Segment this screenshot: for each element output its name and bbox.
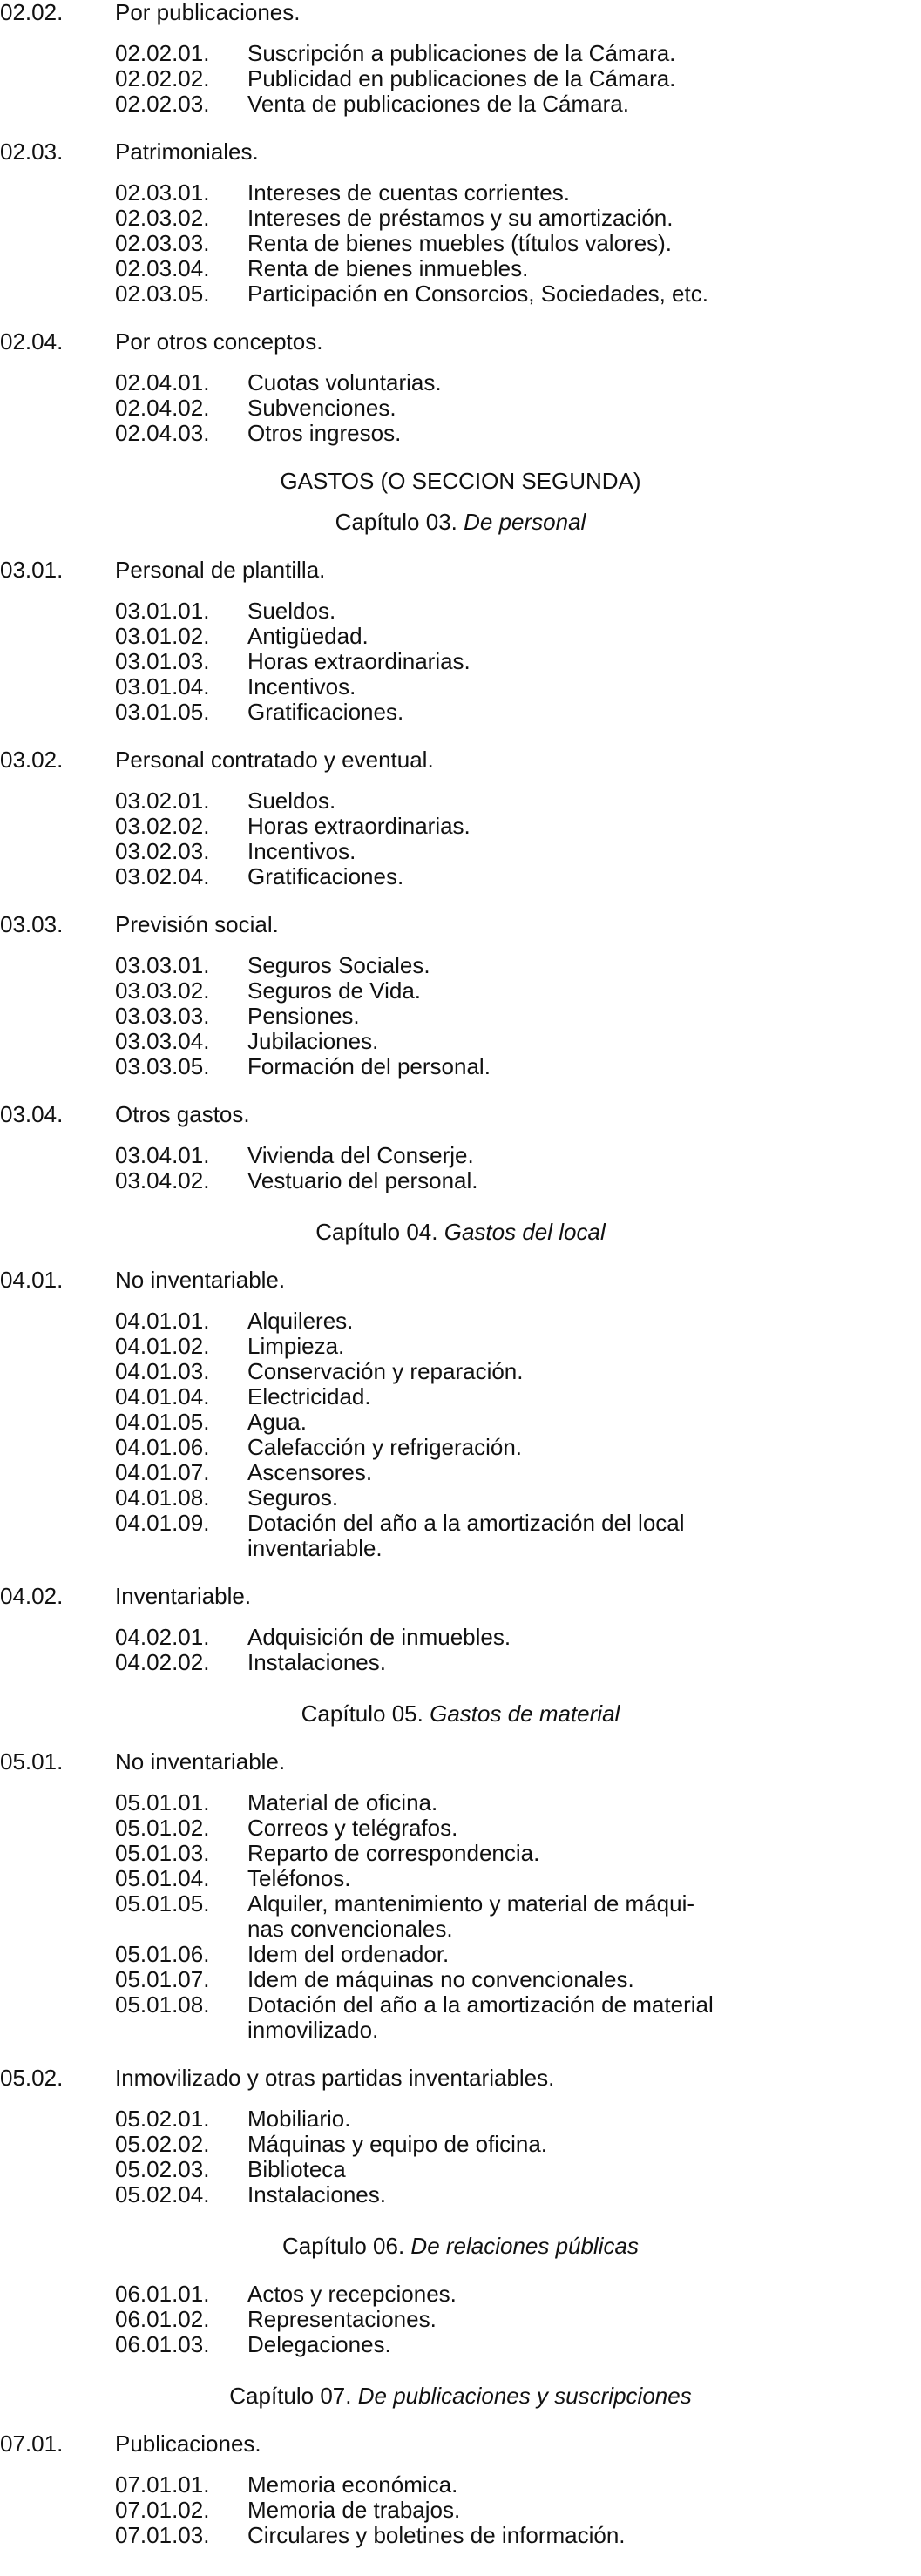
item-code: 03.01.02.	[115, 623, 210, 649]
item-label: Actos y recepciones.	[247, 2281, 457, 2307]
subsection-item	[0, 1384, 921, 1410]
item-label: Intereses de cuentas corrientes.	[247, 179, 570, 206]
item-label: Antigüedad.	[247, 623, 369, 649]
item-label: Subvenciones.	[247, 395, 396, 421]
subsection-item	[0, 180, 921, 206]
chapter-prefix: Capítulo 04.	[315, 1219, 438, 1245]
item-code: 04.01.06.	[115, 1434, 210, 1460]
item-code: 05.01.05.	[115, 1890, 210, 1917]
item-label: Sueldos.	[247, 598, 336, 624]
item-code: 02.03.05.	[115, 281, 210, 307]
subsection-item	[0, 396, 921, 421]
item-continuation	[0, 1917, 921, 1942]
item-label: Jubilaciones.	[247, 1028, 379, 1054]
item-code: 03.02.04.	[115, 863, 210, 889]
subsection-item	[0, 206, 921, 231]
section-label: No inventariable.	[115, 1748, 286, 1775]
section-code: 04.01.	[0, 1267, 64, 1293]
item-code: 03.04.02.	[115, 1167, 210, 1193]
chapter-prefix: Capítulo 03.	[335, 509, 457, 535]
subsection-item	[0, 864, 921, 889]
section-code: 02.04.	[0, 328, 64, 355]
chapter-name: De relaciones públicas	[410, 2233, 640, 2259]
item-code: 03.02.02.	[115, 813, 210, 839]
chapter-name: De publicaciones y suscripciones	[357, 2383, 692, 2409]
item-label: Limpieza.	[247, 1333, 345, 1359]
item-label: Alquileres.	[247, 1308, 354, 1334]
item-label: Teléfonos.	[247, 1865, 351, 1891]
section-label: Personal contratado y eventual.	[115, 747, 434, 773]
section-heading	[0, 747, 921, 773]
section-code: 05.01.	[0, 1748, 64, 1775]
item-label: Formación del personal.	[247, 1053, 491, 1079]
chapter-title	[0, 1701, 921, 1727]
subsection-item	[0, 421, 921, 446]
chapter-prefix: Capítulo 07.	[229, 2383, 352, 2409]
item-code: 02.03.04.	[115, 255, 210, 281]
item-label: Calefacción y refrigeración.	[247, 1434, 523, 1460]
item-label: Horas extraordinarias.	[247, 813, 471, 839]
subsection-item	[0, 1168, 921, 1193]
subsection-item	[0, 1004, 921, 1029]
item-code: 03.03.04.	[115, 1028, 210, 1054]
chapter-name: Gastos de material	[430, 1700, 620, 1727]
subsection-item	[0, 1334, 921, 1359]
item-code: 04.01.04.	[115, 1383, 210, 1410]
subsection-item	[0, 2182, 921, 2208]
item-code: 02.04.03.	[115, 420, 210, 446]
item-label: Máquinas y equipo de oficina.	[247, 2131, 548, 2157]
item-code: 03.03.05.	[115, 1053, 210, 1079]
chapter-title	[0, 510, 921, 535]
item-code: 03.03.01.	[115, 952, 210, 978]
item-code: 06.01.02.	[115, 2306, 210, 2332]
subsection-item	[0, 370, 921, 396]
subsection-item	[0, 256, 921, 281]
item-label: Circulares y boletines de información.	[247, 2522, 626, 2548]
subsection-item	[0, 1435, 921, 1460]
subsection-item	[0, 839, 921, 864]
section-label: Publicaciones.	[115, 2431, 261, 2457]
section-code: 02.03.	[0, 139, 64, 165]
item-label: Seguros de Vida.	[247, 977, 421, 1004]
subsection-item	[0, 1815, 921, 1841]
item-label: Incentivos.	[247, 673, 356, 700]
subsection-item	[0, 1308, 921, 1334]
section-heading	[0, 1749, 921, 1775]
subsection-item	[0, 2282, 921, 2307]
item-code: 04.01.05.	[115, 1409, 210, 1435]
item-continuation	[0, 2018, 921, 2043]
subsection-item	[0, 1625, 921, 1650]
item-code: 05.02.04.	[115, 2181, 210, 2208]
item-code: 07.01.02.	[115, 2497, 210, 2523]
subsection-item	[0, 1029, 921, 1054]
item-label: Dotación del año a la amortización del local	[247, 1510, 685, 1536]
section-heading	[0, 558, 921, 583]
subsection-item	[0, 788, 921, 814]
item-code: 03.02.01.	[115, 788, 210, 814]
item-label: Vivienda del Conserje.	[247, 1142, 474, 1168]
item-label: Ascensores.	[247, 1459, 373, 1485]
item-label-continued: inventariable.	[247, 1535, 383, 1561]
item-label: Reparto de correspondencia.	[247, 1840, 540, 1866]
section-heading	[0, 2066, 921, 2091]
subsection-item	[0, 700, 921, 725]
subsection-item	[0, 1790, 921, 1815]
chapter-title	[0, 2383, 921, 2409]
item-label: Adquisición de inmuebles.	[247, 1624, 511, 1650]
item-label: Representaciones.	[247, 2306, 437, 2332]
item-code: 03.03.02.	[115, 977, 210, 1004]
item-code: 02.03.03.	[115, 230, 210, 256]
subsection-item	[0, 41, 921, 66]
section-label: Inmovilizado y otras partidas inventariables.	[115, 2065, 555, 2091]
item-code: 03.01.05.	[115, 699, 210, 725]
item-code: 03.02.03.	[115, 838, 210, 864]
section-heading	[0, 139, 921, 165]
item-code: 05.02.02.	[115, 2131, 210, 2157]
subsection-item	[0, 2132, 921, 2157]
item-code: 04.02.02.	[115, 1649, 210, 1675]
subsection-item	[0, 2307, 921, 2332]
item-code: 02.04.02.	[115, 395, 210, 421]
section-code: 03.03.	[0, 911, 64, 937]
item-code: 02.02.01.	[115, 40, 210, 66]
subsection-item	[0, 1992, 921, 2018]
item-label: Renta de bienes muebles (títulos valores).	[247, 230, 673, 256]
item-label: Correos y telégrafos.	[247, 1815, 458, 1841]
item-label: Seguros.	[247, 1484, 339, 1511]
item-code: 05.01.03.	[115, 1840, 210, 1866]
item-continuation	[0, 1536, 921, 1561]
item-code: 05.01.06.	[115, 1941, 210, 1967]
section-code: 04.02.	[0, 1583, 64, 1609]
section-label: Personal de plantilla.	[115, 557, 326, 583]
item-code: 04.01.01.	[115, 1308, 210, 1334]
chapter-prefix: Capítulo 05.	[301, 1700, 423, 1727]
subsection-item	[0, 231, 921, 256]
chapter-prefix: Capítulo 06.	[281, 2233, 405, 2259]
subsection-item	[0, 1359, 921, 1384]
item-code: 02.03.02.	[115, 205, 210, 231]
subsection-item	[0, 1054, 921, 1079]
item-label-continued: nas convencionales.	[247, 1916, 453, 1942]
item-label: Otros ingresos.	[247, 420, 402, 446]
section-label: Otros gastos.	[115, 1101, 250, 1127]
item-code: 04.01.09.	[115, 1510, 210, 1536]
item-label: Venta de publicaciones de la Cámara.	[247, 91, 629, 117]
subsection-item	[0, 66, 921, 91]
item-label: Biblioteca	[247, 2156, 346, 2182]
item-code: 04.01.03.	[115, 1358, 210, 1384]
item-label: Vestuario del personal.	[247, 1167, 478, 1193]
subsection-item	[0, 91, 921, 117]
item-label: Suscripción a publicaciones de la Cámara.	[247, 40, 676, 66]
subsection-item	[0, 2332, 921, 2357]
subsection-item	[0, 598, 921, 624]
item-code: 05.01.07.	[115, 1966, 210, 1992]
subsection-item	[0, 2106, 921, 2132]
item-code: 07.01.01.	[115, 2471, 210, 2498]
section-label: Por otros conceptos.	[115, 328, 323, 355]
section-title	[0, 469, 921, 494]
item-code: 03.01.03.	[115, 648, 210, 674]
section-code: 03.04.	[0, 1101, 64, 1127]
section-code: 02.02.	[0, 0, 64, 25]
item-label: Seguros Sociales.	[247, 952, 430, 978]
chapter-title	[0, 1220, 921, 1245]
item-code: 03.03.03.	[115, 1003, 210, 1029]
section-code: 03.01.	[0, 557, 64, 583]
item-code: 04.01.08.	[115, 1484, 210, 1511]
item-label: Mobiliario.	[247, 2106, 351, 2132]
item-code: 02.03.01.	[115, 179, 210, 206]
section-title-text: GASTOS (O SECCION SEGUNDA)	[280, 468, 641, 494]
subsection-item	[0, 674, 921, 700]
item-label: Pensiones.	[247, 1003, 360, 1029]
subsection-item	[0, 1841, 921, 1866]
section-label: Por publicaciones.	[115, 0, 301, 25]
section-label: Previsión social.	[115, 911, 279, 937]
item-label: Memoria económica.	[247, 2471, 458, 2498]
item-label: Conservación y reparación.	[247, 1358, 524, 1384]
item-label-continued: inmovilizado.	[247, 2017, 379, 2043]
item-label: Material de oficina.	[247, 1789, 438, 1815]
item-code: 06.01.01.	[115, 2281, 210, 2307]
item-label: Cuotas voluntarias.	[247, 369, 442, 396]
section-heading	[0, 329, 921, 355]
subsection-item	[0, 1460, 921, 1485]
subsection-item	[0, 814, 921, 839]
subsection-item	[0, 1650, 921, 1675]
item-code: 05.02.03.	[115, 2156, 210, 2182]
subsection-item	[0, 1511, 921, 1536]
subsection-item	[0, 2523, 921, 2548]
item-label: Electricidad.	[247, 1383, 371, 1410]
section-heading	[0, 1268, 921, 1293]
item-code: 03.04.01.	[115, 1142, 210, 1168]
subsection-item	[0, 1967, 921, 1992]
item-code: 05.01.08.	[115, 1991, 210, 2018]
item-code: 03.01.04.	[115, 673, 210, 700]
item-label: Gratificaciones.	[247, 863, 404, 889]
item-label: Sueldos.	[247, 788, 336, 814]
item-label: Publicidad en publicaciones de la Cámara.	[247, 65, 676, 91]
subsection-item	[0, 624, 921, 649]
item-label: Dotación del año a la amortización de material	[247, 1991, 714, 2018]
item-code: 04.02.01.	[115, 1624, 210, 1650]
item-label: Idem de máquinas no convencionales.	[247, 1966, 634, 1992]
section-heading	[0, 0, 921, 25]
subsection-item	[0, 1942, 921, 1967]
subsection-item	[0, 953, 921, 978]
section-code: 03.02.	[0, 747, 64, 773]
subsection-item	[0, 2157, 921, 2182]
item-label: Horas extraordinarias.	[247, 648, 471, 674]
item-code: 05.01.04.	[115, 1865, 210, 1891]
item-label: Renta de bienes inmuebles.	[247, 255, 529, 281]
item-label: Instalaciones.	[247, 1649, 386, 1675]
item-label: Memoria de trabajos.	[247, 2497, 461, 2523]
subsection-item	[0, 649, 921, 674]
item-code: 03.01.01.	[115, 598, 210, 624]
subsection-item	[0, 1485, 921, 1511]
subsection-item	[0, 2498, 921, 2523]
subsection-item	[0, 2472, 921, 2498]
subsection-item	[0, 1410, 921, 1435]
chapter-name: De personal	[464, 509, 586, 535]
item-label: Agua.	[247, 1409, 307, 1435]
subsection-item	[0, 281, 921, 307]
section-heading	[0, 1102, 921, 1127]
item-code: 04.01.07.	[115, 1459, 210, 1485]
subsection-item	[0, 978, 921, 1004]
section-code: 05.02.	[0, 2065, 64, 2091]
section-heading	[0, 1584, 921, 1609]
item-code: 02.02.03.	[115, 91, 210, 117]
item-code: 05.01.02.	[115, 1815, 210, 1841]
chapter-name: Gastos del local	[444, 1219, 606, 1245]
item-label: Gratificaciones.	[247, 699, 404, 725]
item-code: 05.01.01.	[115, 1789, 210, 1815]
item-code: 05.02.01.	[115, 2106, 210, 2132]
section-code: 07.01.	[0, 2431, 64, 2457]
subsection-item	[0, 1891, 921, 1917]
item-code: 06.01.03.	[115, 2331, 210, 2357]
item-label: Participación en Consorcios, Sociedades, etc.	[247, 281, 708, 307]
item-label: Intereses de préstamos y su amortización.	[247, 205, 674, 231]
item-label: Instalaciones.	[247, 2181, 386, 2208]
item-code: 02.02.02.	[115, 65, 210, 91]
section-label: Inventariable.	[115, 1583, 252, 1609]
item-label: Delegaciones.	[247, 2331, 391, 2357]
item-label: Incentivos.	[247, 838, 356, 864]
section-heading	[0, 2431, 921, 2457]
subsection-item	[0, 1143, 921, 1168]
chapter-title	[0, 2234, 921, 2259]
subsection-item	[0, 1866, 921, 1891]
section-label: No inventariable.	[115, 1267, 286, 1293]
item-code: 02.04.01.	[115, 369, 210, 396]
section-label: Patrimoniales.	[115, 139, 259, 165]
section-heading	[0, 912, 921, 937]
item-label: Alquiler, mantenimiento y material de máqui-	[247, 1890, 695, 1917]
item-label: Idem del ordenador.	[247, 1941, 450, 1967]
item-code: 04.01.02.	[115, 1333, 210, 1359]
item-code: 07.01.03.	[115, 2522, 210, 2548]
